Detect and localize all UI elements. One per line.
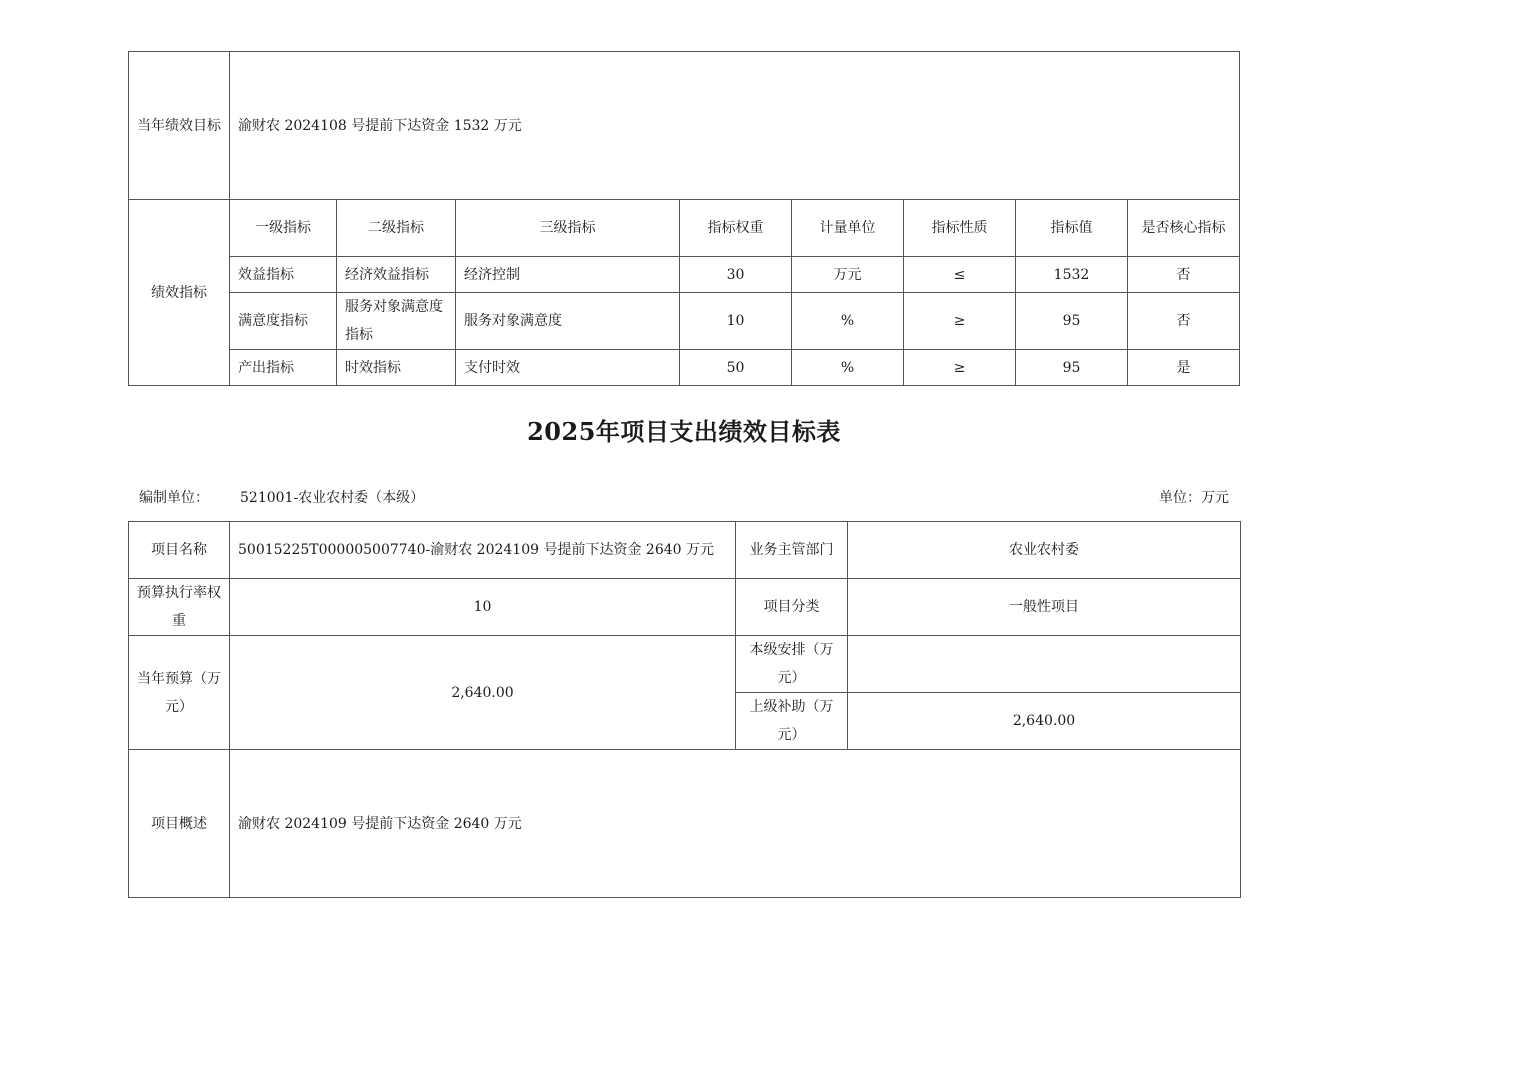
local-label: 本级安排（万元）: [736, 636, 848, 693]
cell-level2: 服务对象满意度指标: [337, 293, 456, 350]
target-row: [129, 52, 1240, 200]
header-level3: 三级指标: [456, 200, 680, 257]
project-name-value: 50015225T000005007740-渝财农 2024109 号提前下达资金 2640 万元: [230, 522, 736, 579]
exec-rate-row: [129, 579, 1241, 636]
cell-nature: ≥: [904, 350, 1016, 386]
page-title: 2025年项目支出绩效目标表: [527, 417, 841, 446]
header-level1: 一级指标: [230, 200, 337, 257]
category-value: 一般性项目: [848, 579, 1241, 636]
cell-unit: %: [792, 293, 904, 350]
cell-nature: ≤: [904, 257, 1016, 293]
cell-weight: 30: [680, 257, 792, 293]
project-name-row: [129, 522, 1241, 579]
header-nature: 指标性质: [904, 200, 1016, 257]
table-row: [129, 257, 1240, 293]
target-text: 渝财农 2024108 号提前下达资金 1532 万元: [230, 52, 1240, 200]
local-value: [848, 636, 1241, 693]
cell-value: 1532: [1016, 257, 1128, 293]
overview-value: 渝财农 2024109 号提前下达资金 2640 万元: [230, 750, 1241, 898]
cell-unit: 万元: [792, 257, 904, 293]
table-row: [129, 350, 1240, 386]
exec-rate-label: 预算执行率权重: [129, 579, 230, 636]
cell-level3: 经济控制: [456, 257, 680, 293]
cell-weight: 50: [680, 350, 792, 386]
subsidy-value: 2,640.00: [848, 693, 1241, 750]
header-unit: 计量单位: [792, 200, 904, 257]
cell-level3: 支付时效: [456, 350, 680, 386]
cell-core: 是: [1128, 350, 1240, 386]
budget-value: 2,640.00: [230, 636, 736, 750]
budget-label: 当年预算（万元）: [129, 636, 230, 750]
currency-unit: 单位：万元: [1159, 490, 1229, 506]
cell-value: 95: [1016, 293, 1128, 350]
cell-level3: 服务对象满意度: [456, 293, 680, 350]
cell-level2: 经济效益指标: [337, 257, 456, 293]
cell-level2: 时效指标: [337, 350, 456, 386]
org-unit-value: 521001-农业农村委（本级）: [240, 490, 425, 506]
cell-nature: ≥: [904, 293, 1016, 350]
header-level2: 二级指标: [337, 200, 456, 257]
overview-label: 项目概述: [129, 750, 230, 898]
header-value: 指标值: [1016, 200, 1128, 257]
indicator-header-row: [129, 200, 1240, 257]
cell-level1: 效益指标: [230, 257, 337, 293]
cell-weight: 10: [680, 293, 792, 350]
cell-unit: %: [792, 350, 904, 386]
header-weight: 指标权重: [680, 200, 792, 257]
indicators-label: 绩效指标: [129, 200, 230, 386]
overview-row: [129, 750, 1241, 898]
dept-value: 农业农村委: [848, 522, 1241, 579]
cell-value: 95: [1016, 350, 1128, 386]
subsidy-label: 上级补助（万元）: [736, 693, 848, 750]
cell-level1: 产出指标: [230, 350, 337, 386]
dept-label: 业务主管部门: [736, 522, 848, 579]
prev-performance-table: [128, 51, 1240, 386]
project-name-label: 项目名称: [129, 522, 230, 579]
cell-core: 否: [1128, 257, 1240, 293]
target-label: 当年绩效目标: [129, 52, 230, 200]
table-row: [129, 293, 1240, 350]
budget-row: [129, 636, 1241, 693]
project-table: [128, 521, 1241, 898]
org-unit-label: 编制单位：: [139, 490, 209, 506]
header-core: 是否核心指标: [1128, 200, 1240, 257]
exec-rate-value: 10: [230, 579, 736, 636]
category-label: 项目分类: [736, 579, 848, 636]
cell-level1: 满意度指标: [230, 293, 337, 350]
cell-core: 否: [1128, 293, 1240, 350]
